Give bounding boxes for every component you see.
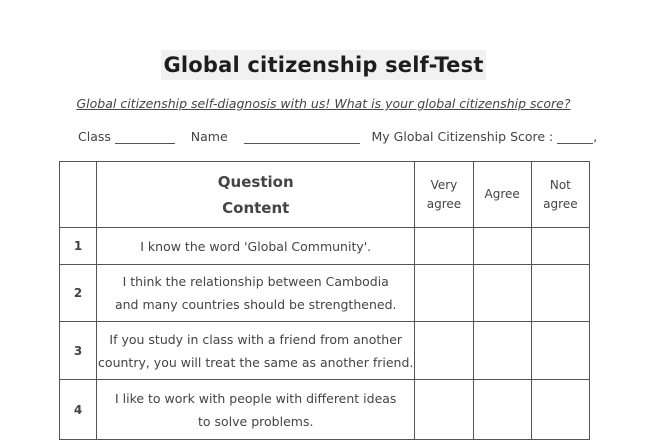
header-not-agree-cell (531, 162, 589, 228)
agree-cell[interactable] (473, 265, 531, 322)
very-agree-cell[interactable] (415, 322, 473, 380)
name-blank[interactable] (244, 130, 360, 144)
table-header-row (60, 162, 590, 228)
table-row (60, 380, 590, 440)
question-line2: and many countries should be strengthened. (114, 297, 397, 312)
question-text (97, 265, 415, 322)
agree-cell[interactable] (473, 228, 531, 265)
question-line1: I think the relationship between Cambodia (122, 274, 389, 289)
table-row (60, 265, 590, 322)
not-agree-cell[interactable] (531, 380, 589, 440)
header-very-agree-line2: agree (426, 196, 462, 211)
header-question-line1: Question (217, 172, 294, 191)
not-agree-cell[interactable] (531, 265, 589, 322)
not-agree-cell[interactable] (531, 228, 589, 265)
header-not-agree-line2: agree (543, 196, 578, 211)
header-question-cell (97, 162, 415, 228)
question-text (97, 322, 415, 380)
question-line1: I like to work with people with different ideas (114, 390, 397, 406)
title-area (0, 50, 647, 80)
header-very-agree-line1: Very (430, 177, 458, 192)
question-text (97, 380, 415, 440)
class-blank[interactable] (115, 130, 175, 144)
row-number: 4 (60, 380, 97, 440)
agree-cell[interactable] (473, 322, 531, 380)
very-agree-cell[interactable] (415, 265, 473, 322)
class-label: Class (78, 129, 111, 144)
survey-table (59, 161, 590, 440)
header-agree-cell (473, 162, 531, 228)
not-agree-cell[interactable] (531, 322, 589, 380)
score-blank[interactable] (557, 130, 593, 144)
question-line1: If you study in class with a friend from another (109, 331, 403, 347)
student-info-line (78, 129, 597, 144)
table-row (60, 228, 590, 265)
question-line2: country, you will treat the same as another friend. (98, 354, 414, 370)
row-number: 1 (60, 228, 97, 265)
name-label: Name (190, 129, 228, 144)
agree-cell[interactable] (473, 380, 531, 440)
header-very-agree-cell (415, 162, 473, 228)
page-subtitle: Global citizenship self-diagnosis with us! What is your global citizenship score? (76, 96, 571, 111)
score-suffix: , (593, 129, 598, 144)
header-number-cell (60, 162, 97, 228)
question-line2: to solve problems. (198, 413, 314, 429)
header-agree-label: Agree (484, 187, 520, 201)
score-label: My Global Citizenship Score : (371, 129, 554, 144)
row-number: 3 (60, 322, 97, 380)
header-not-agree-line1: Not (549, 177, 571, 192)
header-question-line2: Content (222, 198, 290, 217)
row-number: 2 (60, 265, 97, 322)
question-text (97, 228, 415, 265)
page-title: Global citizenship self-Test (161, 50, 485, 80)
table-row (60, 322, 590, 380)
question-line1: I know the word 'Global Community'. (140, 238, 372, 254)
very-agree-cell[interactable] (415, 228, 473, 265)
very-agree-cell[interactable] (415, 380, 473, 440)
